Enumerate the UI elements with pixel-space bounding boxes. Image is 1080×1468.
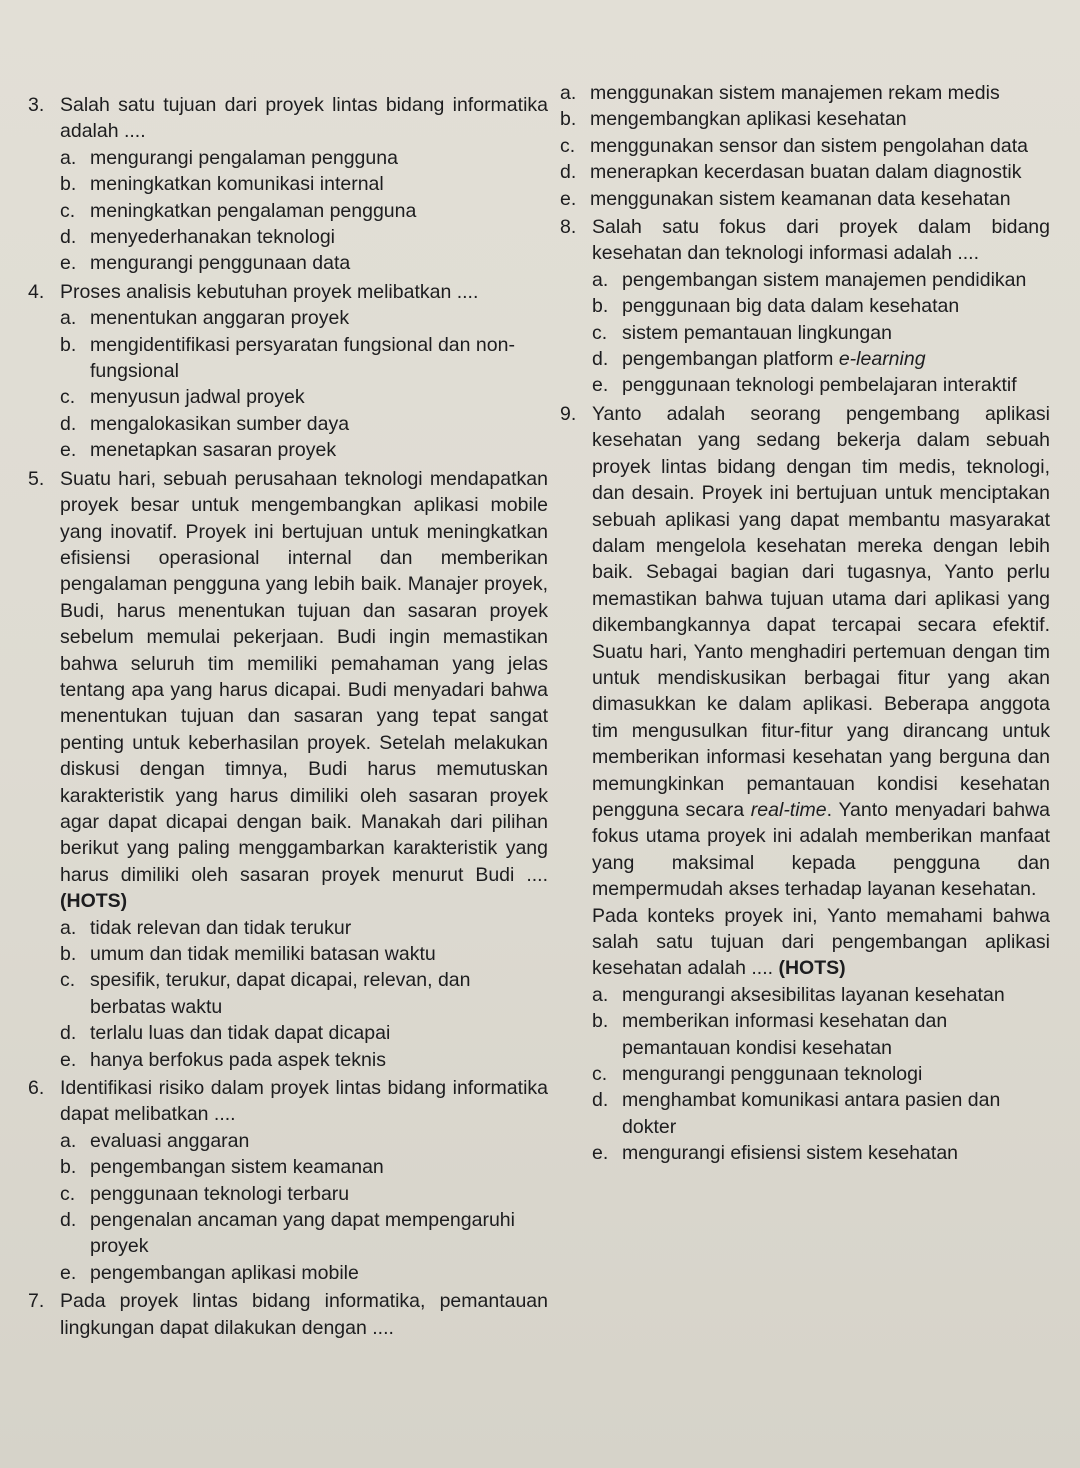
option-d xyxy=(60,411,548,437)
option-b xyxy=(60,941,548,967)
option-text: memberikan informasi kesehatan dan pemantauan kondisi kesehatan xyxy=(622,1010,948,1059)
question-7-options xyxy=(560,80,1050,212)
option-e xyxy=(60,437,548,463)
option-d xyxy=(60,224,548,250)
option-text: penggunaan big data dalam kesehatan xyxy=(622,295,960,318)
option-c xyxy=(592,320,1050,346)
option-text: mengurangi pengalaman pengguna xyxy=(90,146,398,169)
option-e xyxy=(592,1140,1050,1166)
question-number: 9. xyxy=(560,402,577,425)
option-text: mengurangi penggunaan data xyxy=(90,252,351,275)
question-number: 8. xyxy=(560,216,577,239)
option-b xyxy=(60,171,548,197)
option-letter: b. xyxy=(560,108,577,131)
option-list xyxy=(60,915,548,1073)
option-text: terlalu luas dan tidak dapat dicapai xyxy=(90,1022,391,1045)
question-body: Suatu hari, sebuah perusahaan teknologi mendapatkan proyek besar untuk mengembangkan aplikasi mobile yang inovatif. Proyek ini bertujuan untuk meningkatkan efisiensi operasional internal dan memberikan pengalaman pengguna yang lebih baik. Manajer proyek, Budi, harus menentukan tujuan dan sasaran proyek sebelum memulai pekerjaan. Budi ingin memastikan bahwa seluruh tim memiliki pemahaman yang jelas tentang apa yang harus dicapai. Budi menyadari bahwa menentukan tujuan dan sasaran yang tepat sangat penting untuk keberhasilan proyek. Setelah melakukan diskusi dengan timnya, Budi harus memutuskan karakteristik yang harus dimiliki oleh sasaran proyek agar dapat dicapai dengan baik. Manakah dari pilihan berikut yang paling menggambarkan karakteristik yang harus dimiliki oleh sasaran proyek menurut Budi .... xyxy=(60,467,548,886)
option-list xyxy=(60,145,548,277)
option-b xyxy=(60,332,548,385)
option-b xyxy=(592,293,1050,319)
option-letter: c. xyxy=(60,386,76,409)
option-letter: a. xyxy=(60,307,77,330)
option-e xyxy=(560,186,1050,212)
option-d xyxy=(592,1087,1050,1140)
option-a xyxy=(592,982,1050,1008)
option-d xyxy=(592,346,1050,372)
option-text: penggunaan teknologi pembelajaran interaktif xyxy=(622,374,1017,397)
option-b xyxy=(60,1154,548,1180)
option-letter: a. xyxy=(560,82,577,104)
italic-term: real-time xyxy=(750,798,827,821)
option-letter: a. xyxy=(592,983,609,1006)
option-a xyxy=(560,80,1050,106)
question-9 xyxy=(560,401,1050,1167)
option-a xyxy=(60,145,548,171)
question-number: 4. xyxy=(28,280,45,303)
question-text: Pada proyek lintas bidang informatika, pemantauan lingkungan dapat dilakukan dengan .... xyxy=(60,1290,548,1339)
question-text xyxy=(60,466,548,915)
left-column xyxy=(28,0,548,1343)
option-a xyxy=(592,267,1050,293)
option-text: tidak relevan dan tidak terukur xyxy=(90,916,352,939)
option-text: sistem pemantauan lingkungan xyxy=(622,321,892,344)
option-list xyxy=(560,80,1050,212)
question-number: 6. xyxy=(28,1077,45,1100)
option-e xyxy=(60,1047,548,1073)
hots-tag: (HOTS) xyxy=(778,957,846,980)
option-text: menetapkan sasaran proyek xyxy=(90,439,337,462)
question-4 xyxy=(28,279,548,464)
option-e xyxy=(60,250,548,276)
option-text: menyusun jadwal proyek xyxy=(90,386,305,409)
option-text: menggunakan sistem keamanan data kesehatan xyxy=(590,187,1011,210)
option-letter: b. xyxy=(60,173,77,196)
option-letter: d. xyxy=(60,226,77,249)
option-text: meningkatkan komunikasi internal xyxy=(90,173,384,196)
option-b xyxy=(560,106,1050,132)
option-letter: b. xyxy=(60,943,77,965)
option-list xyxy=(592,982,1050,1167)
option-letter: e. xyxy=(592,374,609,397)
option-text: pengembangan sistem manajemen pendidikan xyxy=(622,268,1027,291)
option-text: meningkatkan pengalaman pengguna xyxy=(90,199,417,222)
option-text: umum dan tidak memiliki batasan waktu xyxy=(90,943,436,965)
option-text-italic: e-learning xyxy=(838,348,926,371)
question-text xyxy=(592,401,1050,903)
option-letter: c. xyxy=(60,1182,76,1205)
option-text: mengurangi penggunaan teknologi xyxy=(622,1063,923,1086)
right-column xyxy=(560,0,1050,1169)
option-c xyxy=(60,1181,548,1207)
option-letter: a. xyxy=(60,916,77,939)
option-c xyxy=(560,133,1050,159)
option-d xyxy=(560,159,1050,185)
option-text: hanya berfokus pada aspek teknis xyxy=(90,1048,386,1071)
prompt-text: Pada konteks proyek ini, Yanto memahami bahwa salah satu tujuan dari pengembangan aplikasi kesehatan adalah .... xyxy=(592,904,1050,980)
option-letter: a. xyxy=(60,146,77,169)
option-letter: e. xyxy=(592,1142,609,1165)
option-text-plain: pengembangan platform xyxy=(622,348,839,371)
option-list xyxy=(60,1128,548,1286)
option-letter: a. xyxy=(592,268,609,291)
option-c xyxy=(60,384,548,410)
question-text: Proses analisis kebutuhan proyek melibatkan .... xyxy=(60,280,479,303)
option-text: menyederhanakan teknologi xyxy=(90,226,336,249)
option-text: mengidentifikasi persyaratan fungsional dan non-fungsional xyxy=(90,333,515,383)
question-3 xyxy=(28,92,548,277)
option-text: menerapkan kecerdasan buatan dalam diagnostik xyxy=(590,161,1022,184)
question-prompt xyxy=(592,903,1050,982)
option-a xyxy=(60,1128,548,1154)
option-d xyxy=(60,1207,548,1260)
option-letter: c. xyxy=(592,321,608,344)
option-d xyxy=(60,1020,548,1046)
option-e xyxy=(592,372,1050,398)
option-text: pengembangan aplikasi mobile xyxy=(90,1261,359,1284)
question-body-cont: . Yanto menyadari bahwa fokus utama proyek ini adalah memberikan manfaat yang maksimal kepada pengguna dan mempermudah akses terhadap layanan kesehatan. xyxy=(592,798,1050,901)
option-letter: b. xyxy=(592,295,609,318)
option-letter: d. xyxy=(592,1089,609,1112)
option-c xyxy=(592,1061,1050,1087)
question-body: Yanto adalah seorang pengembang aplikasi kesehatan yang sedang bekerja dalam sebuah proyek lintas bidang dengan tim medis, teknologi, dan desain. Proyek ini bertujuan untuk menciptakan sebuah aplikasi yang dapat membantu masyarakat dalam mengelola kesehatan mereka dengan lebih baik. Sebagai bagian dari tugasnya, Yanto perlu memastikan bahwa tujuan utama dari aplikasi yang dikembangkannya dapat tercapai secara efektif. Suatu hari, Yanto menghadiri pertemuan dengan tim untuk mendiskusikan berbagai fitur yang akan dimasukkan ke dalam aplikasi. Beberapa anggota tim mengusulkan fitur-fitur yang dirancang untuk memberikan informasi kesehatan yang berguna dan memungkinkan pemantauan kondisi kesehatan pengguna secara xyxy=(592,402,1050,821)
option-list xyxy=(592,267,1050,399)
option-text: pengembangan sistem keamanan xyxy=(90,1156,384,1179)
question-6 xyxy=(28,1075,548,1286)
option-text: menggunakan sensor dan sistem pengolahan data xyxy=(590,134,1028,157)
question-7 xyxy=(28,1288,548,1341)
option-c xyxy=(60,198,548,224)
option-text xyxy=(622,346,1050,372)
option-b xyxy=(592,1008,1050,1061)
option-letter: d. xyxy=(60,1209,77,1232)
option-text: mengurangi efisiensi sistem kesehatan xyxy=(622,1142,959,1165)
option-text: menggunakan sistem manajemen rekam medis xyxy=(590,82,1000,104)
question-number: 7. xyxy=(28,1290,45,1313)
question-text: Salah satu tujuan dari proyek lintas bidang informatika adalah .... xyxy=(60,94,548,143)
option-letter: e. xyxy=(560,187,577,210)
option-text: mengembangkan aplikasi kesehatan xyxy=(590,108,907,131)
option-letter: c. xyxy=(60,199,76,222)
option-letter: d. xyxy=(560,161,577,184)
option-letter: b. xyxy=(60,333,77,356)
option-list xyxy=(60,305,548,463)
option-a xyxy=(60,915,548,941)
option-letter: e. xyxy=(60,439,77,462)
option-letter: d. xyxy=(60,1022,77,1045)
option-letter: c. xyxy=(60,969,76,992)
option-text: pengenalan ancaman yang dapat mempengaruhi proyek xyxy=(90,1209,515,1258)
option-letter: e. xyxy=(60,1261,77,1284)
question-number: 5. xyxy=(28,467,45,490)
option-letter: c. xyxy=(592,1063,608,1086)
option-letter: e. xyxy=(60,1048,77,1071)
option-letter: c. xyxy=(560,134,576,157)
option-text: mengurangi aksesibilitas layanan kesehatan xyxy=(622,983,1005,1006)
option-text: menghambat komunikasi antara pasien dan dokter xyxy=(622,1089,1001,1138)
option-letter: d. xyxy=(60,412,77,435)
option-letter: d. xyxy=(592,348,609,371)
option-a xyxy=(60,305,548,331)
option-text: penggunaan teknologi terbaru xyxy=(90,1182,350,1205)
hots-tag: (HOTS) xyxy=(60,890,128,913)
question-text: Salah satu fokus dari proyek dalam bidang kesehatan dan teknologi informasi adalah .... xyxy=(592,216,1050,265)
option-text: evaluasi anggaran xyxy=(90,1129,250,1152)
option-e xyxy=(60,1260,548,1286)
question-text: Identifikasi risiko dalam proyek lintas bidang informatika dapat melibatkan .... xyxy=(60,1077,548,1126)
option-text: spesifik, terukur, dapat dicapai, relevan, dan berbatas waktu xyxy=(90,969,471,1018)
question-8 xyxy=(560,214,1050,399)
option-letter: b. xyxy=(60,1156,77,1179)
option-text: mengalokasikan sumber daya xyxy=(90,412,350,435)
question-5 xyxy=(28,466,548,1073)
option-c xyxy=(60,967,548,1020)
option-text: menentukan anggaran proyek xyxy=(90,307,350,330)
option-letter: a. xyxy=(60,1129,77,1152)
option-letter: b. xyxy=(592,1010,609,1033)
option-letter: e. xyxy=(60,252,77,275)
question-number: 3. xyxy=(28,94,45,116)
